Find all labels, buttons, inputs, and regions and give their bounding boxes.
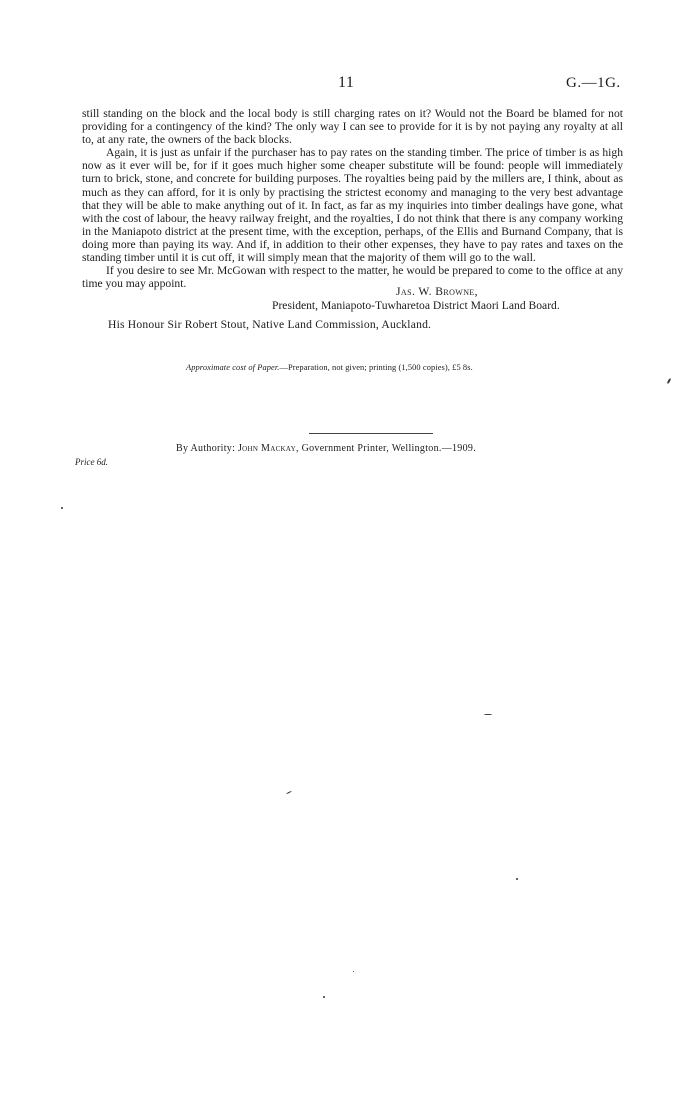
- paragraph-continuation: still standing on the block and the local body is still charging rates on it? Would not the Board be blamed for not providing for a contingency of the kind? The only way I can see to provide for it is by not paying any royalty at all to, at any rate, the owners of the back blocks.: [82, 107, 623, 147]
- scan-speck: [61, 507, 63, 509]
- authority-prefix: By Authority:: [176, 443, 238, 454]
- scan-speck: [286, 791, 292, 794]
- scan-speck: [323, 996, 325, 998]
- printer-imprint: [176, 443, 476, 454]
- scan-speck: [484, 714, 492, 715]
- cost-text: —Preparation, not given; printing (1,500 copies), £5 8s.: [279, 363, 473, 372]
- paragraph-meeting-offer: If you desire to see Mr. McGowan with respect to the matter, he would be prepared to come to the office at any time you may appoint.: [82, 264, 623, 291]
- printer-name: John Mackay: [237, 443, 296, 454]
- scan-speck: [516, 878, 518, 880]
- scan-speck: [353, 971, 354, 972]
- printing-cost-note: [186, 363, 473, 372]
- letter-body: [82, 107, 623, 290]
- scan-speck: [667, 378, 672, 384]
- signatory-name: Jas. W. Browne,: [396, 285, 478, 298]
- cost-label: Approximate cost of Paper.: [186, 363, 280, 372]
- document-reference: G.—1G.: [566, 75, 621, 91]
- authority-suffix: , Government Printer, Wellington.—1909.: [295, 443, 476, 454]
- price: Price 6d.: [75, 457, 108, 467]
- divider-rule: [309, 433, 433, 434]
- addressee: His Honour Sir Robert Stout, Native Land Commission, Auckland.: [108, 318, 432, 331]
- signatory-title: President, Maniapoto-Tuwharetoa District Maori Land Board.: [272, 299, 560, 312]
- page-number: 11: [338, 74, 355, 91]
- paragraph-rates-on-timber: Again, it is just as unfair if the purchaser has to pay rates on the standing timber. The price of timber is as high now as it ever will be, for if it goes much higher some cheaper substitute will be found: people will immediately turn to brick, stone, and concrete for building purposes. The royalties being paid by the millers are, I think, about as much as they can afford, for it is only by practising the strictest economy and managing to the very best advantage that they will be able to make anything out of it. In fact, as far as my inquiries into timber dealings have gone, what with the cost of labour, the heavy railway freight, and the royalties, I do not think that there is any company working in the Maniapoto district at the present time, with the exception, perhaps, of the Ellis and Burnand Company, that is doing more than paying its way. And if, in addition to their other expenses, they have to pay rates and taxes on the standing timber until it is cut off, it will simply mean that the majority of them will go to the wall.: [82, 146, 623, 265]
